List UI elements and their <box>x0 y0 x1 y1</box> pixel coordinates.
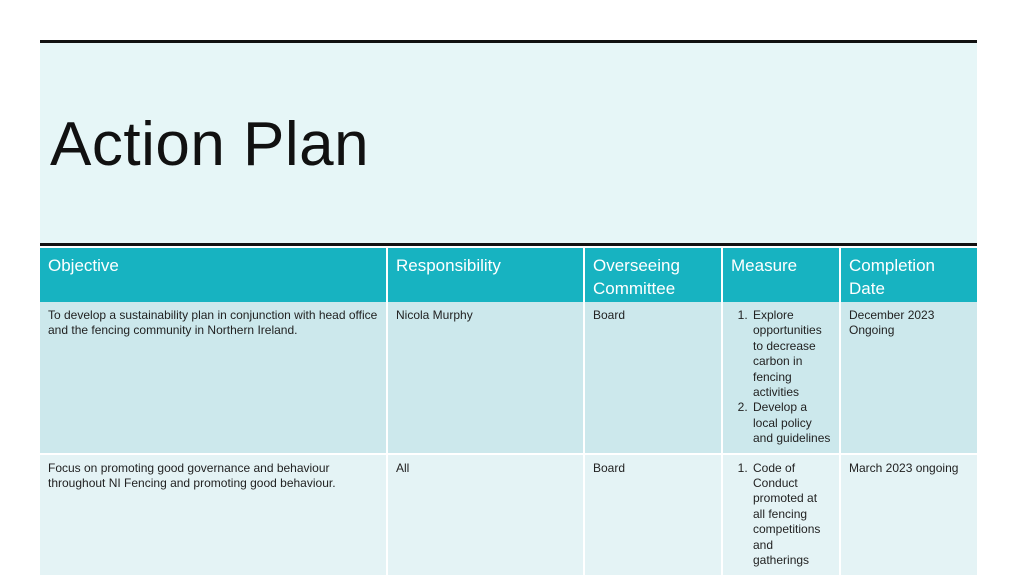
table-row <box>40 454 977 575</box>
slide-title: Action Plan <box>50 110 370 179</box>
completion-date-line1: December 2023 <box>849 308 935 322</box>
header-completion-line1: Completion <box>849 256 935 275</box>
header-objective <box>40 248 387 302</box>
measure-item: 2. Develop a local policy and guidelines <box>751 400 831 446</box>
cell-objective: Focus on promoting good governance and behaviour throughout NI Fencing and promoting good behaviour. <box>40 454 387 575</box>
cell-measure <box>722 454 840 575</box>
completion-date-line1: March 2023 ongoing <box>849 460 959 475</box>
table-row <box>40 302 977 454</box>
measure-item: 1. Explore opportunities to decrease carbon in fencing activities <box>751 308 831 400</box>
measure-list <box>731 308 831 447</box>
cell-objective: To develop a sustainability plan in conjunction with head office and the fencing community in Northern Ireland. <box>40 302 387 454</box>
table-header-row <box>40 248 977 302</box>
cell-completion-date <box>840 302 977 454</box>
header-overseeing-line2: Committee <box>593 279 676 298</box>
table-top-rule <box>40 243 977 246</box>
measure-list <box>731 461 831 569</box>
header-objective-label: Objective <box>48 256 119 275</box>
cell-measure <box>722 302 840 454</box>
header-completion-line2: Date <box>849 279 885 298</box>
header-overseeing-line1: Overseeing <box>593 256 680 275</box>
header-responsibility <box>387 248 584 302</box>
action-plan-table <box>40 248 977 575</box>
completion-date-line2: Ongoing <box>849 323 895 338</box>
cell-responsibility: All <box>387 454 584 575</box>
cell-committee: Board <box>584 302 722 454</box>
header-measure <box>722 248 840 302</box>
measure-item: 1. Code of Conduct promoted at all fencing competitions and gatherings <box>751 461 831 569</box>
header-responsibility-label: Responsibility <box>396 256 501 275</box>
title-band <box>40 40 977 244</box>
header-overseeing-committee <box>584 248 722 302</box>
cell-committee: Board <box>584 454 722 575</box>
cell-responsibility: Nicola Murphy <box>387 302 584 454</box>
cell-completion-date <box>840 454 977 575</box>
header-completion-date <box>840 248 977 302</box>
header-measure-label: Measure <box>731 256 798 275</box>
